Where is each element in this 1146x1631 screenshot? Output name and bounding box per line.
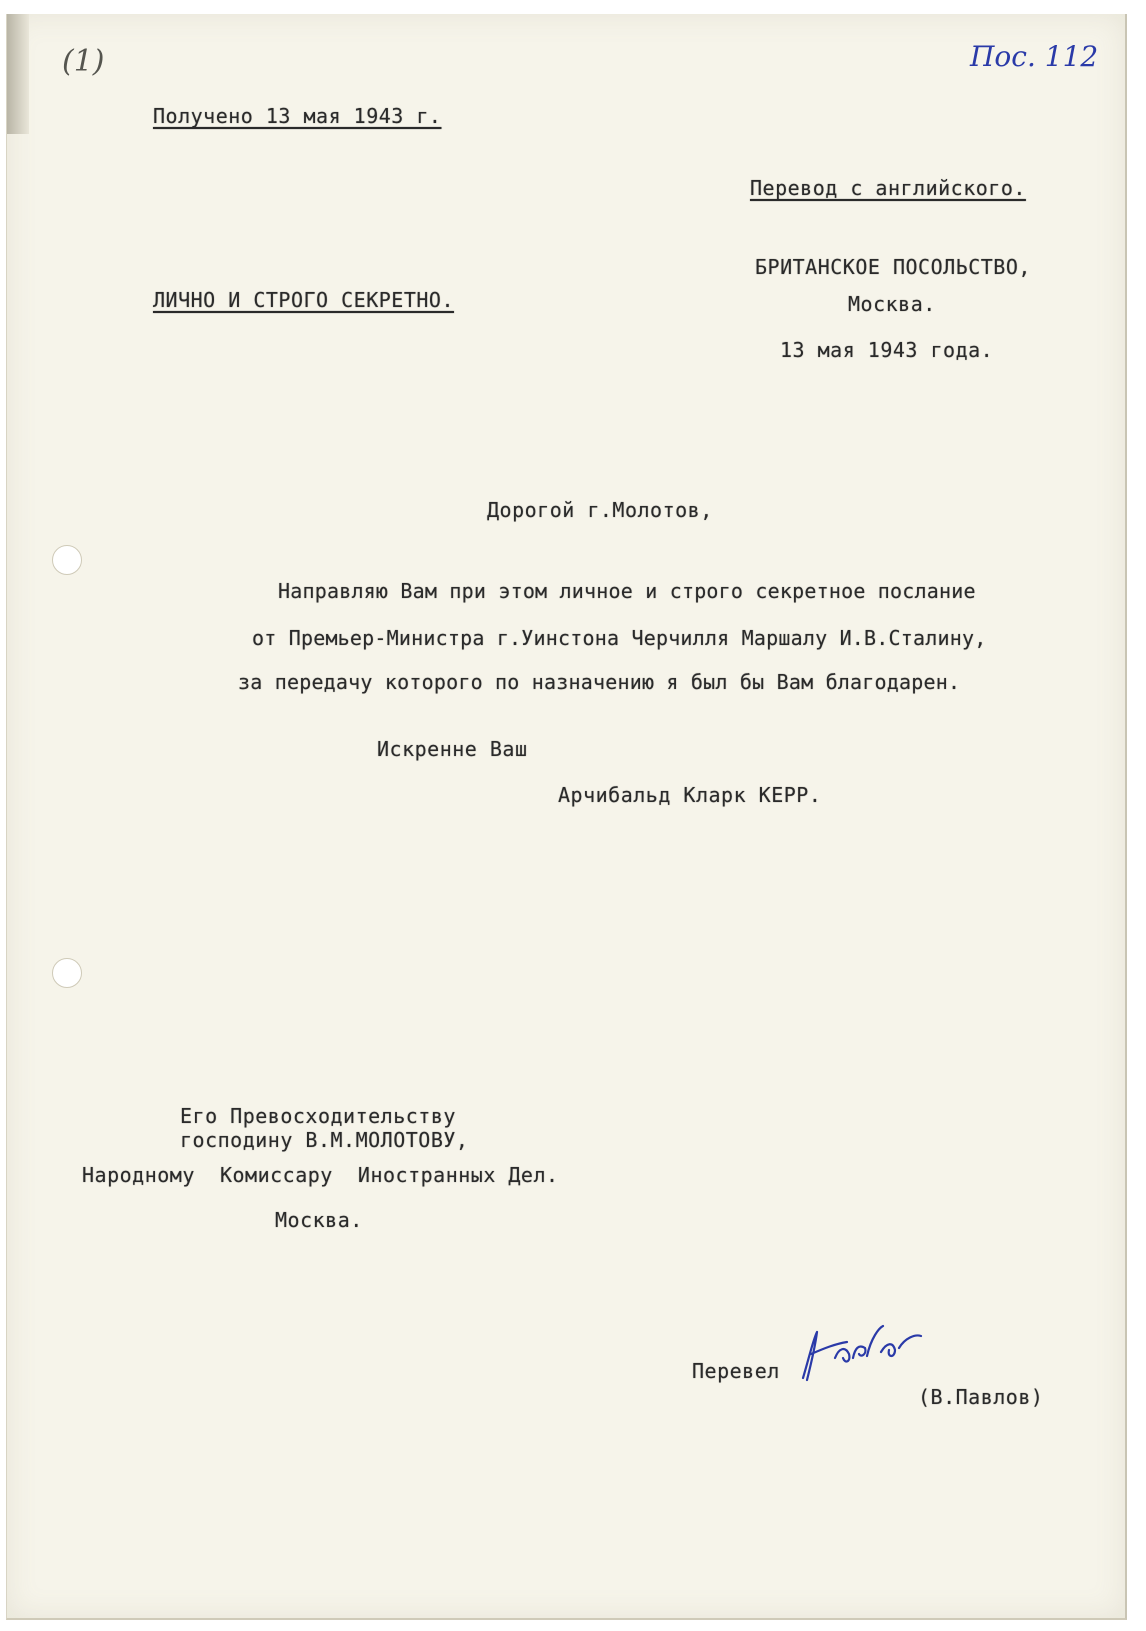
body-line: от Премьер-Министра г.Уинстона Черчилля Маршалу И.В.Сталину, xyxy=(252,626,987,650)
body-line: за передачу которого по назначению я был бы Вам благодарен. xyxy=(238,670,961,694)
translator-label: Перевел xyxy=(692,1359,780,1383)
punch-hole xyxy=(52,958,82,988)
signature-name: Арчибальд Кларк КЕРР. xyxy=(558,783,822,807)
corner-pencil-mark: (1) xyxy=(62,44,105,79)
sender-organization: БРИТАНСКОЕ ПОСОЛЬСТВО, xyxy=(755,255,1031,279)
translation-note: Перевод с английского. xyxy=(750,176,1026,200)
sender-city: Москва. xyxy=(848,292,936,316)
body-line: Направляю Вам при этом личное и строго секретное послание xyxy=(278,579,976,603)
punch-hole xyxy=(52,545,82,575)
classification-heading: ЛИЧНО И СТРОГО СЕКРЕТНО. xyxy=(153,288,454,312)
folded-corner xyxy=(7,14,29,134)
addressee-line: Его Превосходительству xyxy=(180,1104,456,1128)
sender-date: 13 мая 1943 года. xyxy=(780,338,994,362)
translator-signature-image xyxy=(795,1318,935,1388)
closing: Искренне Ваш xyxy=(377,737,528,761)
salutation: Дорогой г.Молотов, xyxy=(487,498,713,522)
addressee-line: Народному Комиссару Иностранных Дел. xyxy=(82,1163,559,1187)
archive-reference: Пос. 112 xyxy=(970,40,1099,73)
received-stamp: Получено 13 мая 1943 г. xyxy=(153,104,442,128)
addressee-line: господину В.М.МОЛОТОВУ, xyxy=(180,1128,469,1152)
translator-name: (В.Павлов) xyxy=(918,1385,1044,1409)
addressee-city: Москва. xyxy=(275,1208,363,1232)
